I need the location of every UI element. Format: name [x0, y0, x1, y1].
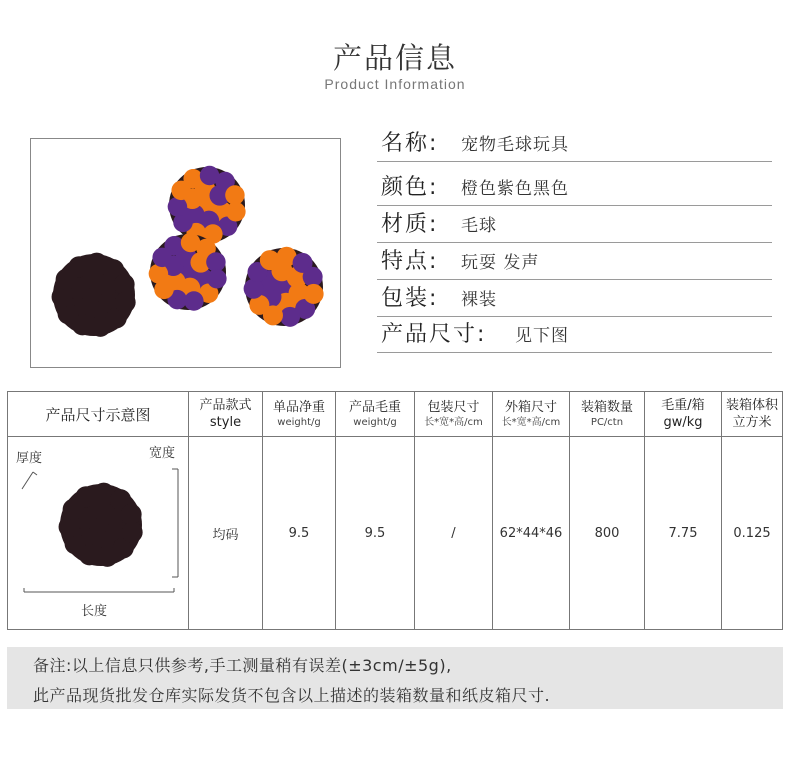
header-package-size: 包装尺寸 长*宽*高/cm — [415, 392, 493, 437]
product-photo — [30, 138, 341, 368]
page-title: 产品信息 — [332, 41, 457, 75]
info-label: 名称: — [381, 131, 439, 156]
cell-net-weight: 9.5 — [263, 437, 336, 630]
cell-gross-weight: 9.5 — [336, 437, 415, 630]
cell-volume: 0.125 — [722, 437, 783, 630]
info-row-package — [377, 283, 772, 317]
table-row — [8, 437, 783, 630]
note-line-1: 备注:以上信息只供参考,手工测量稍有误差(±3cm/±5g), — [33, 656, 452, 675]
header-net-weight: 单品净重 weight/g — [263, 392, 336, 437]
spec-table — [7, 391, 783, 630]
info-value: 见下图 — [515, 326, 569, 346]
pompom-ball — [52, 253, 136, 337]
dimension-line — [22, 472, 33, 489]
note-line-2: 此产品现货批发仓库实际发货不包含以上描述的装箱数量和纸皮箱尺寸. — [33, 686, 551, 705]
header-volume: 装箱体积 立方米 — [722, 392, 783, 437]
info-row-material — [377, 209, 772, 243]
header-carton-qty: 装箱数量 PC/ctn — [570, 392, 645, 437]
pompom-ball — [149, 233, 227, 311]
info-value: 玩耍 发声 — [461, 253, 540, 273]
info-label: 产品尺寸: — [381, 322, 487, 347]
info-value: 毛球 — [461, 216, 497, 236]
pompom-balls-image — [31, 139, 342, 369]
cell-carton-size: 62*44*46 — [493, 437, 570, 630]
header-carton-size: 外箱尺寸 长*宽*高/cm — [493, 392, 570, 437]
info-label: 颜色: — [381, 175, 439, 200]
cell-gw-carton: 7.75 — [645, 437, 722, 630]
info-value: 宠物毛球玩具 — [461, 135, 569, 155]
header-style: 产品款式 style — [189, 392, 263, 437]
info-row-size — [377, 319, 772, 353]
cell-style: 均码 — [189, 437, 263, 630]
page-subtitle: Product Information — [324, 76, 466, 92]
info-value: 橙色紫色黑色 — [461, 179, 569, 199]
length-label: 长度 — [81, 604, 108, 619]
header-diagram: 产品尺寸示意图 — [8, 392, 189, 437]
header-gw-carton: 毛重/箱 gw/kg — [645, 392, 722, 437]
info-label: 包装: — [381, 286, 439, 311]
note-box — [7, 647, 783, 709]
width-label: 宽度 — [149, 446, 176, 461]
cell-carton-qty: 800 — [570, 437, 645, 630]
pompom-ball — [168, 166, 246, 244]
info-label: 特点: — [381, 249, 439, 274]
info-label: 材质: — [381, 212, 439, 237]
thickness-label: 厚度 — [16, 451, 43, 466]
info-row-feature — [377, 246, 772, 280]
cell-package-size: / — [415, 437, 493, 630]
table-header-row — [8, 392, 783, 437]
size-diagram — [8, 437, 189, 630]
info-row-color — [377, 172, 772, 206]
pompom-ball — [59, 483, 143, 567]
dimension-line — [33, 472, 37, 475]
info-row-name — [377, 128, 772, 162]
header-gross-weight: 产品毛重 weight/g — [336, 392, 415, 437]
pompom-ball — [244, 247, 324, 327]
info-value: 裸装 — [461, 290, 497, 310]
